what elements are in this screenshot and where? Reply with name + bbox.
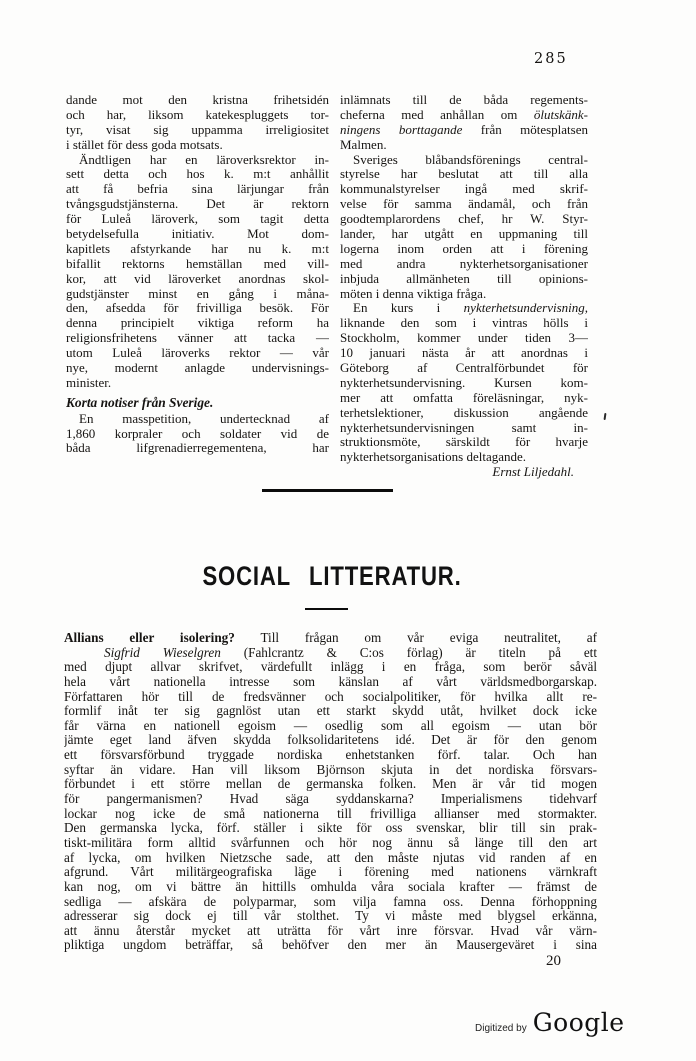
left-column [66,93,329,456]
text-line: En masspetition, undertecknad af [79,411,329,426]
text-line: lockar nog icke de små nationerna till frivilliga allianser med stormakter. [64,806,597,821]
text-line: afgrund. Vårt militärgeografiska läge i förening med nationens värnkraft [64,865,597,880]
text-line: Korta notiser från Sverige. [66,395,214,410]
section-title [0,561,664,592]
text-line: nye, modernt anlagde undervisnings- [66,361,329,376]
page-number-bottom: 20 [546,953,561,969]
text-line: båda lifgrenadierregementena, har [66,441,329,456]
text-line: betydelsefulla initiativ. Mot dom- [66,227,329,242]
text-line: sett detta och hos k. m:t anhållit [66,167,329,182]
text-line: denna principielt viktiga reform ha [66,316,329,331]
section-title-text: SOCIAL LITTERATUR. [202,561,462,591]
text-line: velse för samma ändamål, och från [340,197,588,212]
text-line: kommunalstyrelser ingå med skrif- [340,182,588,197]
text-line: struktionsmöte, särskildt för hvarje [340,435,588,450]
text-line: Göteborg af Centralförbundet för [340,361,588,376]
page-number-top: 285 [534,51,568,67]
text-line: med djupt allvar skrifvet, värdefullt inlägg i en fråga, som berör såväl [64,660,597,675]
text-line: Författaren hör till de fredsvänner och socialpolitiker, för hvilka allt re- [64,689,597,704]
text-line: utom Luleå läroverks rektor — vår [66,346,329,361]
text-line: formlif inåt ter sig gagnlöst utan ett starkt skydd utåt, hvilket dock icke [64,704,597,719]
text-line: liknande den som i vintras hölls i [340,316,588,331]
text-line: i stället för dess goda motsats. [66,137,223,152]
text-line: tiskt-militära form alltid svårfunnen och hör nog ännu så länge till den art [64,835,597,850]
article-text [64,631,597,953]
scan-artifact-mark [604,413,607,420]
text-line: religionsfrihetens vänner att tacka — [66,331,329,346]
text-line: bifallit rektorns hemställan med vill- [66,256,329,271]
text-line: för pangermanismen? Hvad säga syddanskarna? Imperialismens tidehvarf [64,792,597,807]
text-line: hela vårt nationella intresse som känslan af vårt världsmedborgarskap. [64,674,597,689]
text-line: minister. [66,375,112,390]
text-line: att få befria sina lärjungar från [66,182,329,197]
text-line: tyr, visat sig uppamma irreligiositet [66,122,329,137]
text-line: Sveriges blåbandsförenings central- [353,152,588,167]
text-line: Ändtligen har en läroverksrektor in- [79,152,329,167]
text-line: nykterhetsundervisningen samt in- [340,420,588,435]
text-line: förbundet i ett större mellan de germanska folken. Men är vår tid mogen [64,777,597,792]
text-line: lander, har utgått en uppmaning till [340,227,588,242]
text-line: får värna en nationell egoism — osedlig som all egoism — utan bör [64,718,597,733]
text-line: Ernst Liljedahl. [492,465,574,480]
text-line: kan nog, om vi bättre än hittills omhulda våra sociala krafter — främst de [64,879,597,894]
text-line: styrelse har beslutat att till alla [340,167,588,182]
google-logo: Google [532,1008,625,1037]
text-line: 1,860 korpraler och soldater vid de [66,426,329,441]
text-line: af lycka, om hvilken Nietzsche sade, att den måste njutas vid randen af en [64,850,597,865]
text-line: gudstjänster minst en gång i måna- [66,286,329,301]
text-line: ningens borttagande från mötesplatsen [340,122,588,137]
text-line: mer att omfatta föreläsningar, nyk- [340,390,588,405]
text-line: den, afsedda för frivilliga besök. För [66,301,329,316]
text-line: inlämnats till de båda regements- [340,93,588,107]
text-line: kapitlets afstyrkande har nu k. m:t [66,241,329,256]
footer [475,1008,625,1037]
text-line: inbjuda allmänheten till opinions- [340,271,588,286]
text-line: att ännu återstår mycket att uträtta för vårt inre försvar. Hvad vår värn- [64,923,597,938]
text-line: Sigfrid Wieselgren (Fahlcrantz & C:os förlag) är titeln på ett [104,645,597,660]
text-line: för Luleå läroverk, som tagit detta [66,212,329,227]
text-line: Malmen. [340,137,387,152]
text-line: möten i denna viktiga fråga. [340,286,487,301]
text-line: sedliga — afskära de polyparmar, som vilja famna oss. Denna förhoppning [64,894,597,909]
text-line: och har, liksom katekespluggets tor- [66,107,329,122]
heading-divider-rule [305,608,348,610]
text-line: kor, att vid läroverket anordnas skol- [66,271,329,286]
text-line: adresserar sig dock ej till vår stolthet. Ty vi måste med blygsel erkänna, [64,909,597,924]
text-line: ett försvarsförbund tryggade nordiska enhetstanken förf. talar. Och han [64,748,597,763]
text-line: pliktiga ungdom beträffar, så behöfver den mer än Mausergeväret i sina [64,938,597,953]
text-line: cheferna med anhållan om ölutskänk- [340,107,588,122]
text-line: Allians eller isolering? Till frågan om vår eviga neutralitet, af [64,631,597,645]
text-line: syftar än vidare. Han vill liksom Björnson skjuta in det nordiska försvars- [64,762,597,777]
text-line: nykterhetsorganisations deltagande. [340,450,527,465]
text-line: En kurs i nykterhetsundervisning, [353,301,588,316]
text-line: med andra nykterhetsorganisationer [340,256,588,271]
text-line: Den germanska lycka, förf. ställer i sikte för oss svenskar, blir till sin prak- [64,821,597,836]
text-line: tvångsgudstjänsterna. Det är rektorn [66,197,329,212]
text-line: Stockholm, kommer under tiden 3— [340,331,588,346]
section-divider-rule [262,489,393,492]
text-line: terhetslektioner, diskussion angående [340,405,588,420]
text-line: 10 januari nästa år att anordnas i [340,346,588,361]
text-line: logerna inom orden att i förening [340,241,588,256]
digitized-by-label: Digitized by [475,1023,527,1034]
text-line: goodtemplarordens chef, hr W. Styr- [340,212,588,227]
text-line: dande mot den kristna frihetsidén [66,93,329,107]
text-line: nykterhetsundervisning. Kursen kom- [340,375,588,390]
right-column [340,93,588,480]
text-line: jämte eget land äfven skydda folksolidaritetens idé. Det är för den genom [64,733,597,748]
